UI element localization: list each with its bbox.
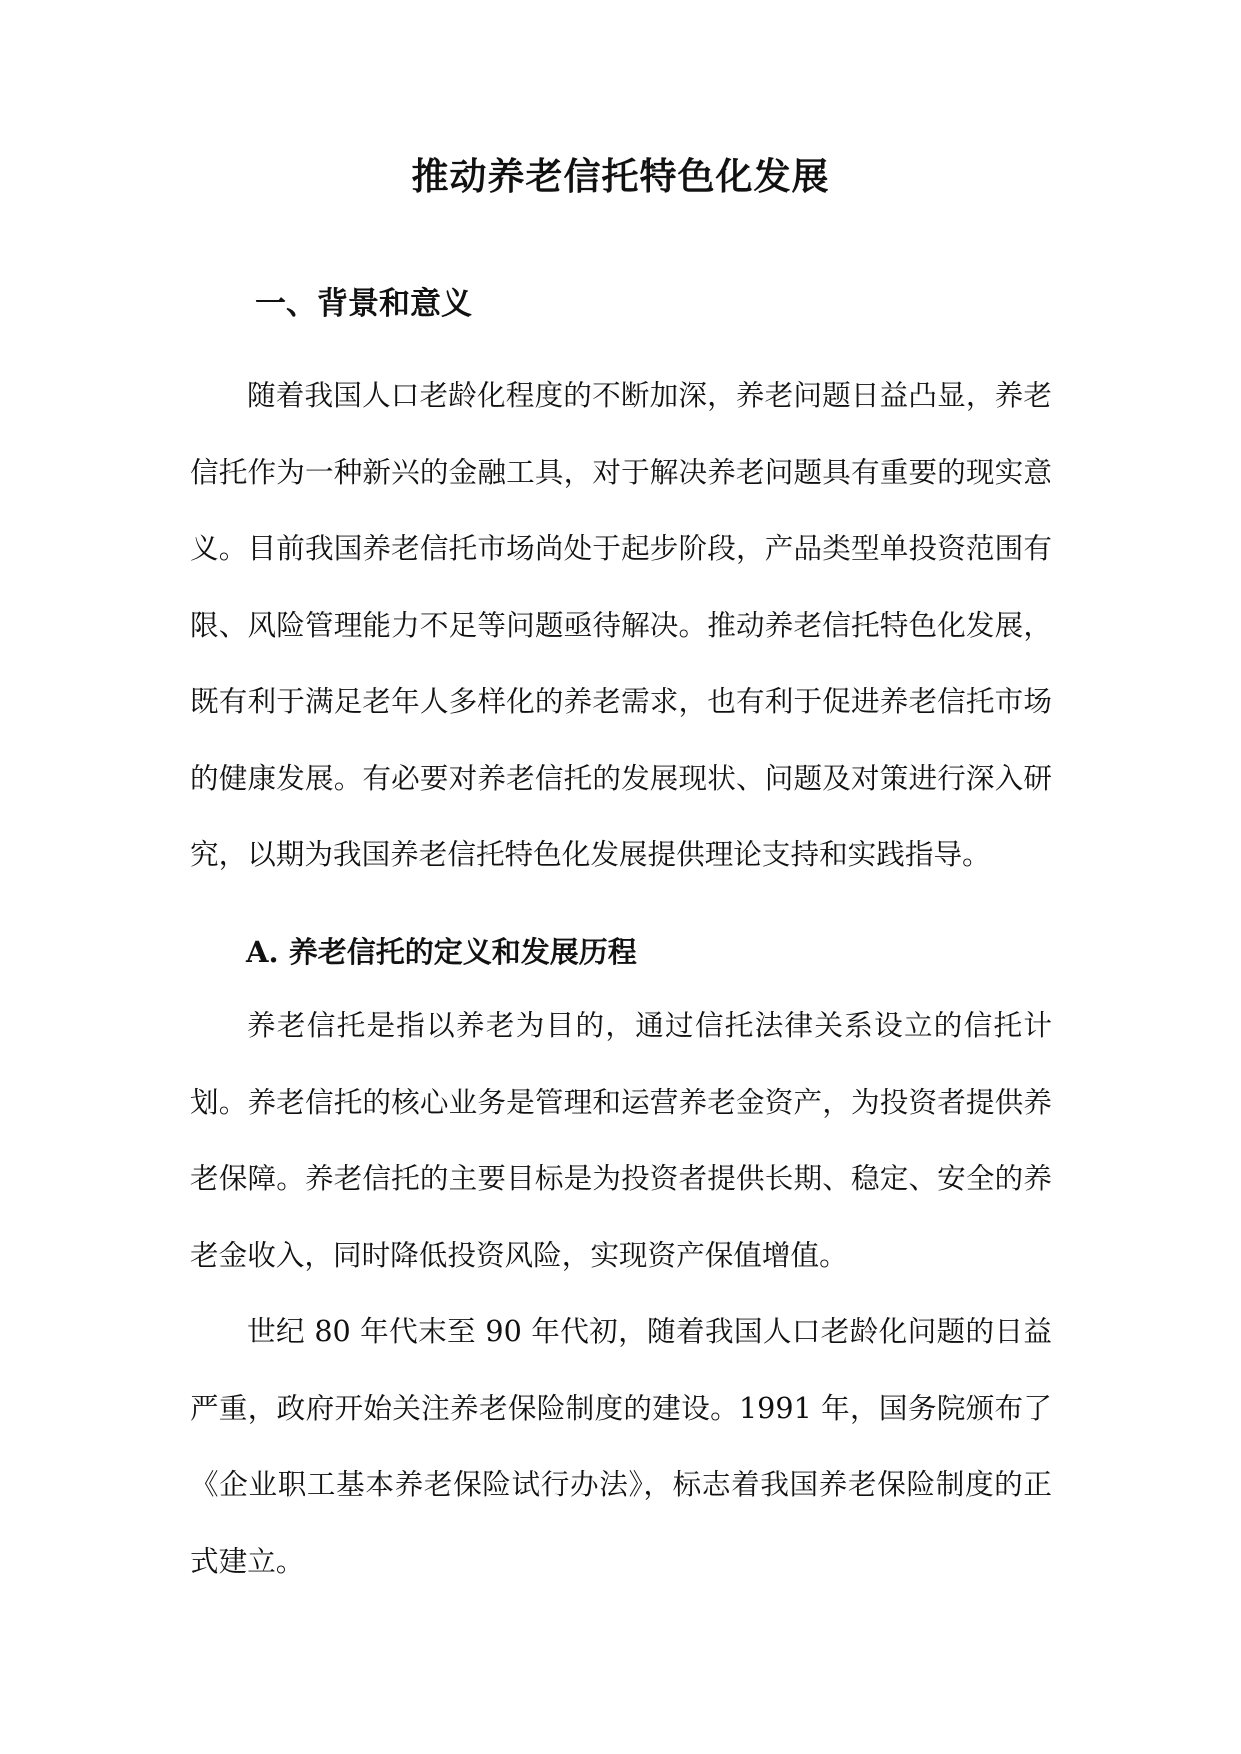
definition-paragraph: 养老信托是指以养老为目的，通过信托法律关系设立的信托计划。养老信托的核心业务是管理和运营养老金资产，为投资者提供养老保障。养老信托的主要目标是为投资者提供长期、稳定、安全的养老金收入，同时降低投资风险，实现资产保值增值。 [190, 1008, 1052, 1272]
document-title: 推动养老信托特色化发展 [411, 154, 830, 198]
history-paragraph: 世纪 80 年代末至 90 年代初，随着我国人口老龄化问题的日益严重，政府开始关注养老保险制度的建设。1991 年，国务院颁布了《企业职工基本养老保险试行办法》，标志着我国养老保险制度的正式建立。 [190, 1314, 1052, 1578]
background-paragraph: 随着我国人口老龄化程度的不断加深，养老问题日益凸显，养老信托作为一种新兴的金融工具，对于解决养老问题具有重要的现实意义。目前我国养老信托市场尚处于起步阶段，产品类型单投资范围有限、风险管理能力不足等问题亟待解决。推动养老信托特色化发展，既有利于满足老年人多样化的养老需求，也有利于促进养老信托市场的健康发展。有必要对养老信托的发展现状、问题及对策进行深入研究，以期为我国养老信托特色化发展提供理论支持和实践指导。 [190, 378, 1052, 871]
subsection-heading-definition: A. 养老信托的定义和发展历程 [246, 935, 637, 969]
section-heading-background: 一、背景和意义 [255, 286, 472, 322]
